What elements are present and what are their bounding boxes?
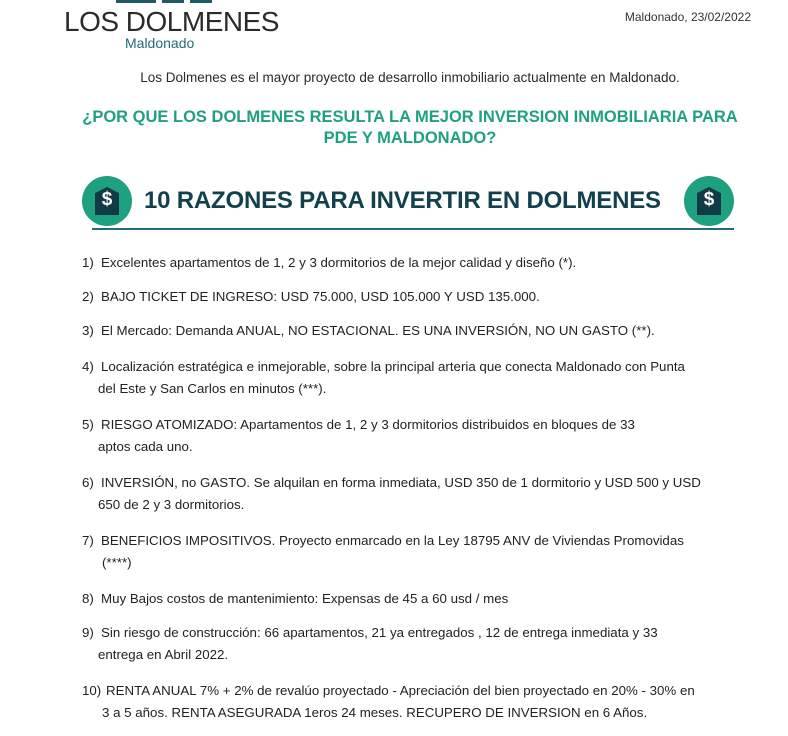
reason-line <box>82 286 747 308</box>
reason-text: BAJO TICKET DE INGRESO: USD 75.000, USD 105.000 Y USD 135.000. <box>101 289 540 304</box>
reason-text: BENEFICIOS IMPOSITIVOS. Proyecto enmarcado en la Ley 18795 ANV de Viviendas Promovidas <box>101 533 684 548</box>
reason-number: 8) <box>82 591 94 606</box>
reason-text-continued: entrega en Abril 2022. <box>98 647 229 662</box>
headline-question: ¿POR QUE LOS DOLMENES RESULTA LA MEJOR INVERSION INMOBILIARIA PARA PDE Y MALDONADO? <box>82 108 738 147</box>
logo-mark <box>116 0 216 4</box>
banner-title: 10 RAZONES PARA INVERTIR EN DOLMENES <box>144 187 661 214</box>
reason-number: 10) <box>82 683 102 698</box>
reason-item <box>82 680 747 724</box>
reason-text: RENTA ANUAL 7% + 2% de revalúo proyectado - Apreciación del bien proyectado en 20% - 30% en <box>106 683 695 698</box>
reason-line <box>82 530 747 552</box>
reason-number: 2) <box>82 289 94 304</box>
reason-number: 9) <box>82 625 94 640</box>
document-date: Maldonado, 23/02/2022 <box>624 10 751 24</box>
reason-line <box>82 252 747 274</box>
reason-line <box>82 472 747 494</box>
intro-paragraph: Los Dolmenes es el mayor proyecto de desarrollo inmobiliario actualmente en Maldonado. <box>140 70 680 85</box>
reason-item <box>82 286 747 308</box>
reasons-banner <box>82 176 734 230</box>
reason-text-continued: aptos cada uno. <box>98 439 193 454</box>
brand-logo-text: LOS DOLMENES <box>64 6 279 37</box>
reason-item <box>82 252 747 274</box>
reason-text: Muy Bajos costos de mantenimiento: Expensas de 45 a 60 usd / mes <box>101 591 509 606</box>
brand-subtitle: Maldonado <box>125 35 195 51</box>
reason-text: Excelentes apartamentos de 1, 2 y 3 dormitorios de la mejor calidad y diseño (*). <box>101 255 577 270</box>
reason-number: 5) <box>82 417 94 432</box>
reason-text: INVERSIÓN, no GASTO. Se alquilan en forma inmediata, USD 350 de 1 dormitorio y USD 500 y USD <box>101 475 701 490</box>
reason-number: 4) <box>82 359 94 374</box>
reason-text: RIESGO ATOMIZADO: Apartamentos de 1, 2 y 3 dormitorios distribuidos en bloques de 33 <box>101 417 635 432</box>
money-tag-icon: $ <box>684 176 734 226</box>
reason-line <box>82 588 747 610</box>
reason-line <box>82 680 747 702</box>
reason-line <box>82 356 747 378</box>
reason-item <box>82 320 747 342</box>
reason-item <box>82 414 747 458</box>
reason-text-continued: (****) <box>102 555 132 570</box>
reason-number: 6) <box>82 475 94 490</box>
banner-underline <box>92 228 734 230</box>
reason-text: Localización estratégica e inmejorable, sobre la principal arteria que conecta Maldonado con Punta <box>101 359 685 374</box>
reason-line <box>82 622 747 644</box>
reason-item <box>82 472 747 516</box>
reason-line <box>82 414 747 436</box>
reason-text-continued: del Este y San Carlos en minutos (***). <box>98 381 327 396</box>
reason-number: 3) <box>82 323 94 338</box>
reason-number: 7) <box>82 533 94 548</box>
reason-text-continued: 650 de 2 y 3 dormitorios. <box>98 497 245 512</box>
reason-text: Sin riesgo de construcción: 66 apartamentos, 21 ya entregados , 12 de entrega inmediata y 33 <box>101 625 658 640</box>
money-tag-icon: $ <box>82 176 132 226</box>
reason-line <box>82 320 747 342</box>
reason-text-continued: 3 a 5 años. RENTA ASEGURADA 1eros 24 meses. RECUPERO DE INVERSION en 6 Años. <box>102 705 648 720</box>
reason-text: El Mercado: Demanda ANUAL, NO ESTACIONAL. ES UNA INVERSIÓN, NO UN GASTO (**). <box>101 323 655 338</box>
reason-item <box>82 622 747 666</box>
reason-item <box>82 356 747 400</box>
reason-item <box>82 530 747 574</box>
reason-number: 1) <box>82 255 94 270</box>
reason-item <box>82 588 747 610</box>
